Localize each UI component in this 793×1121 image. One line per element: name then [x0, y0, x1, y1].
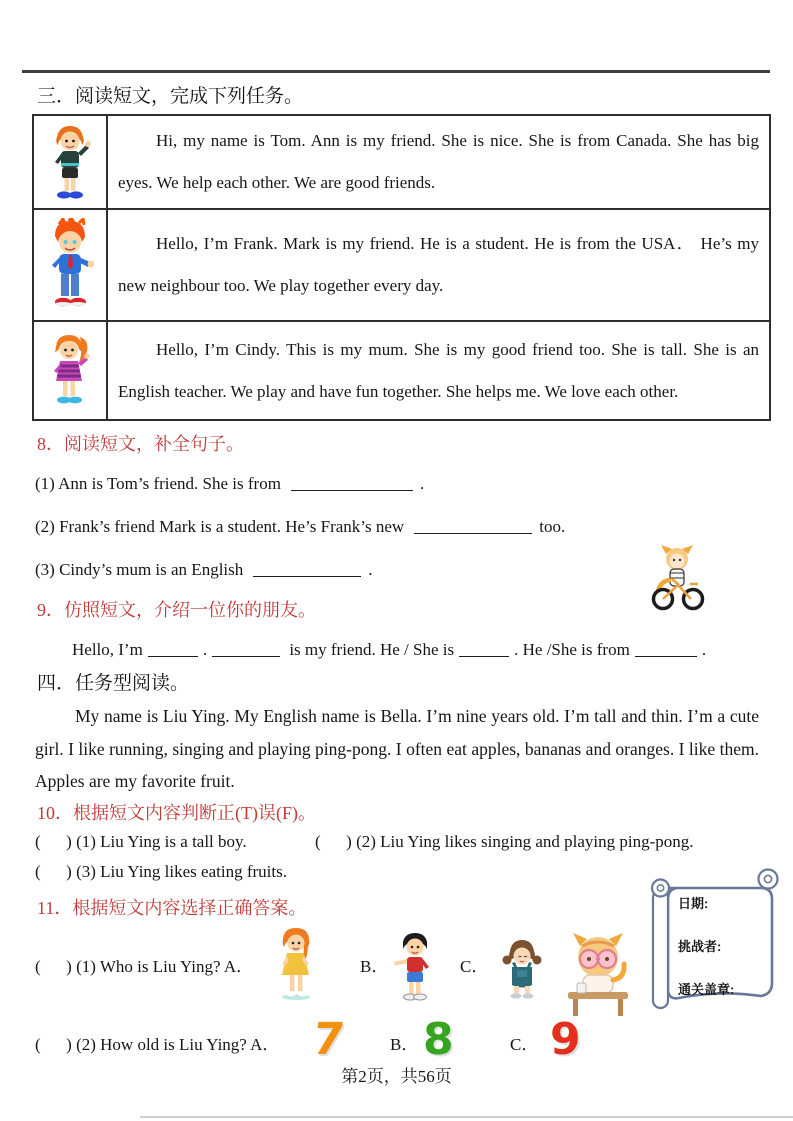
page-footer: 第2页，共56页 — [341, 1067, 452, 1086]
girl-striped-dress-icon — [47, 330, 93, 412]
girl-in-teal-overalls-icon — [497, 936, 547, 1000]
boy-in-red-shirt-pointing-icon — [387, 930, 435, 1002]
section3-title: 三．阅读短文，完成下列任务。 — [37, 86, 304, 107]
frank-boy-illustration — [34, 210, 108, 320]
q11-item-1-label-c: C． — [460, 957, 489, 976]
q8-item-2-text: (2) Frank’s friend Mark is a student. He’s Frank’s new — [35, 517, 405, 536]
q11-item-2-label-c: C． — [510, 1035, 539, 1054]
cat-at-desk-illustration — [552, 928, 644, 1025]
q9-seg4: . He /She is from — [514, 640, 630, 659]
q9-seg2: . — [202, 640, 208, 659]
table-row — [34, 210, 769, 322]
answer-blank — [635, 641, 697, 657]
stamp-challenger-label: 挑战者: — [678, 939, 722, 954]
number-9-option: 9 — [550, 1014, 581, 1065]
number-8-option: 8 — [423, 1014, 454, 1065]
section4-title: 四．任务型阅读。 — [37, 673, 190, 694]
answer-blank — [253, 561, 361, 577]
q8-item-3-text: (3) Cindy’s mum is an English — [35, 560, 244, 579]
stamp-scroll-panel — [646, 866, 782, 1020]
q10-item-1: ( ) (1) Liu Ying is a tall boy. — [35, 832, 247, 851]
q10-item-2: ( ) (2) Liu Ying likes singing and playing ping-pong. — [315, 832, 694, 851]
table-row — [34, 116, 769, 210]
answer-blank — [212, 641, 280, 657]
q8-item-2-end: too. — [539, 517, 566, 536]
cat-with-glasses-icon — [552, 928, 644, 1020]
q11-item-1-question: ( ) (1) Who is Liu Ying? A． — [35, 957, 254, 976]
answer-blank — [459, 641, 509, 657]
option-a-girl-yellow-dress — [275, 924, 317, 1011]
q10-item-3: ( ) (3) Liu Ying likes eating fruits. — [35, 862, 287, 881]
passage-tom: Hi, my name is Tom. Ann is my friend. She is nice. She is from Canada. She has big eyes. We help each other. We are good friends. — [118, 131, 759, 192]
tom-boy-illustration — [34, 116, 108, 208]
bottom-page-edge — [140, 1116, 793, 1118]
section4-passage: My name is Liu Ying. My English name is Bella. I’m nine years old. I’m tall and thin. I’m a cute girl. I like running, singing and playing ping-pong. I often eat apples, bananas and oranges. I like them. Apples are my favorite fruit. — [35, 706, 759, 791]
q8-item-1 — [35, 474, 424, 494]
top-divider-rule — [22, 70, 770, 73]
q10-line-1 — [35, 832, 694, 852]
boy-waving-icon — [47, 122, 93, 202]
boy-thumb-icon — [45, 218, 95, 312]
q11-item-1-label-b: B． — [360, 957, 389, 976]
stamp-pass-seal-label: 通关盖章: — [678, 982, 735, 997]
q8-item-2 — [35, 517, 565, 537]
q8-item-1-end: . — [419, 474, 425, 493]
q8-item-3-end: . — [368, 560, 373, 579]
table-row — [34, 322, 769, 419]
option-c-girl-overalls — [497, 936, 547, 1005]
q9-seg5: . — [701, 640, 707, 659]
q9-seg1: Hello, I’m — [72, 640, 143, 659]
q9-title: 9．仿照短文，介绍一位你的朋友。 — [37, 600, 316, 620]
stamp-date-label: 日期: — [678, 896, 709, 911]
answer-blank — [414, 518, 532, 534]
answer-blank — [148, 641, 198, 657]
q10-title: 10．根据短文内容判断正(T)误(F)。 — [37, 803, 316, 823]
cindy-girl-illustration — [34, 322, 108, 419]
q8-title: 8．阅读短文，补全句子。 — [37, 434, 244, 454]
q8-item-3 — [35, 560, 373, 580]
reading-passages-table — [32, 114, 771, 421]
option-b-boy-red-shirt — [387, 930, 435, 1007]
q11-item-2-question: ( ) (2) How old is Liu Ying? A． — [35, 1035, 280, 1054]
cat-on-bike-illustration — [646, 542, 710, 617]
girl-in-yellow-dress-icon — [275, 924, 317, 1006]
q8-item-1-text: (1) Ann is Tom’s friend. She is from — [35, 474, 281, 493]
passage-cindy: Hello, I’m Cindy. This is my mum. She is my good friend too. She is tall. She is an English teacher. We play and have fun together. She helps me. We love each other. — [118, 339, 759, 401]
number-7-option: 7 — [309, 1014, 348, 1065]
q9-fill-line — [72, 640, 706, 660]
q11-title: 11．根据短文内容选择正确答案。 — [37, 898, 307, 918]
q9-seg3: is my friend. He / She is — [289, 640, 455, 659]
answer-blank — [291, 475, 413, 491]
q11-item-2-label-b: B． — [390, 1035, 419, 1054]
passage-frank: Hello, I’m Frank. Mark is my friend. He is a student. He is from the USA． He’s my new neighbour too. We play together every day. — [118, 234, 759, 295]
cat-on-bike-icon — [646, 542, 710, 612]
